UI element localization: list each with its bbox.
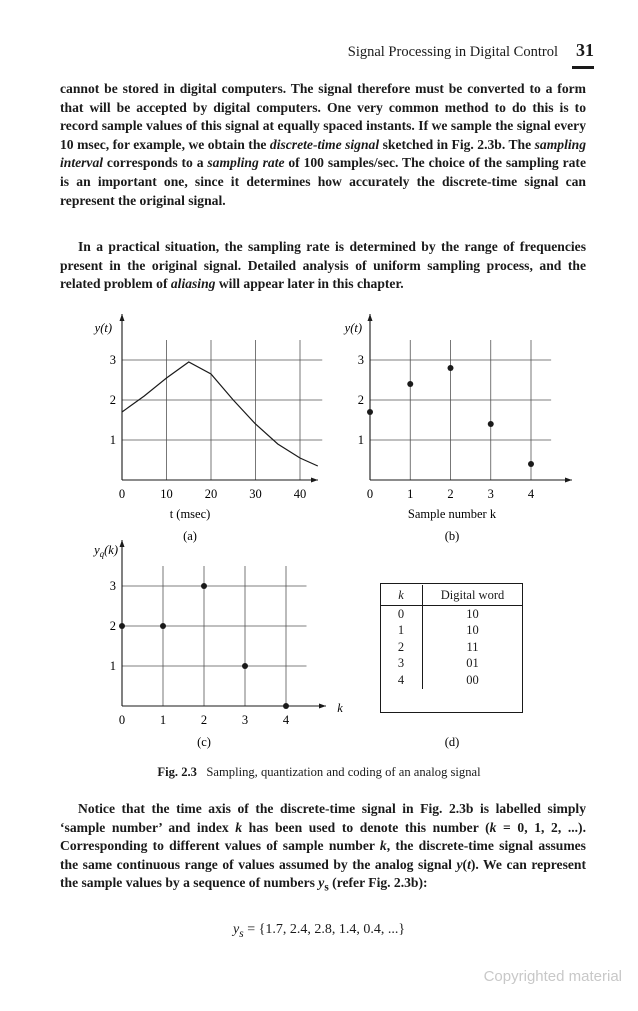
p3-text-e: = 0, 1, 2, ...). Corresponding to different values of sample number xyxy=(60,819,586,854)
quantized-point xyxy=(201,583,207,589)
y-tick-label: 1 xyxy=(357,433,364,447)
sample-point xyxy=(407,381,413,387)
x-tick-label: 3 xyxy=(487,487,494,501)
header-rule xyxy=(572,66,594,69)
panel-tag: (a) xyxy=(183,529,197,543)
y-axis-arrow xyxy=(120,314,125,321)
x-tick-label: 0 xyxy=(118,487,126,501)
quantized-point xyxy=(242,663,248,669)
p3-ys-sub: s xyxy=(324,882,329,895)
paragraph-3 xyxy=(60,800,586,898)
table-row xyxy=(380,606,522,623)
y-axis-arrow xyxy=(120,540,125,547)
y-axis-label: y(t) xyxy=(94,321,112,335)
x-tick-label: 3 xyxy=(241,713,249,727)
running-head: Signal Processing in Digital Control xyxy=(347,44,558,60)
panel-b xyxy=(343,314,572,543)
p3-text-k: ). We can represent the sample values by a sequence of numbers xyxy=(60,856,586,891)
x-tick-label: 2 xyxy=(200,713,208,727)
x-tick-label: 30 xyxy=(249,487,262,501)
p3-k-3: k xyxy=(379,838,387,854)
page-number: 31 xyxy=(576,40,594,60)
cell-word: 00 xyxy=(466,672,479,687)
cell-word: 10 xyxy=(466,606,479,621)
x-tick-label: 1 xyxy=(407,487,414,501)
term-aliasing: aliasing xyxy=(170,276,216,292)
p3-k-2: k xyxy=(489,819,497,835)
p2-text-a: In a practical situation, the sampling rate is determined by the range of frequencies present in the original signal. Detailed analysis of uniform sampling process, and the related problem of xyxy=(60,239,586,292)
x-axis-arrow xyxy=(311,478,318,483)
formula-lhs: $y_s$ xyxy=(232,922,244,940)
y-tick-label: 1 xyxy=(109,659,116,673)
formula-rhs: = {1.7, 2.4, 2.8, 1.4, 0.4, ...} xyxy=(247,922,406,937)
quantized-point xyxy=(283,703,289,709)
cell-word: 01 xyxy=(466,656,479,671)
panel-c xyxy=(92,540,343,749)
cell-k: 3 xyxy=(380,656,423,673)
term-sampling-interval: sampling interval xyxy=(60,136,586,171)
p3-t: t xyxy=(467,856,471,872)
term-sampling-rate: sampling rate xyxy=(207,155,285,171)
quantized-point xyxy=(119,623,125,629)
cell-k: 0 xyxy=(380,606,423,623)
signal-curve xyxy=(122,362,318,466)
cell-word: 10 xyxy=(466,623,479,638)
table-row xyxy=(380,656,522,673)
x-axis-label: k xyxy=(337,701,343,715)
page-header xyxy=(0,40,638,70)
cell-word: 11 xyxy=(466,639,479,654)
p3-y: y xyxy=(456,856,463,872)
p2-text-c: will appear later in this chapter. xyxy=(215,276,404,292)
x-tick-label: 40 xyxy=(293,487,307,501)
y-tick-label: 2 xyxy=(357,393,364,407)
y-axis-arrow xyxy=(368,314,373,321)
table-header-row xyxy=(380,585,522,606)
figure-2-3 xyxy=(0,300,638,760)
x-tick-label: 4 xyxy=(527,487,535,501)
cell-k: 2 xyxy=(380,639,423,656)
p3-text-g: , the discrete-time signal assumes the same continuous range of values assumed by the analog signal xyxy=(60,838,586,872)
x-tick-label: 1 xyxy=(159,713,167,727)
y-tick-label: 3 xyxy=(109,579,116,593)
table-row xyxy=(380,623,522,640)
table-row xyxy=(380,672,522,689)
p3-ys: y xyxy=(318,875,325,891)
x-axis-arrow xyxy=(565,478,572,483)
sample-point xyxy=(488,421,494,427)
panel-d-tag: (d) xyxy=(444,735,460,749)
x-tick-label: 10 xyxy=(160,487,173,501)
term-discrete-time-signal: discrete-time signal xyxy=(269,136,380,152)
sample-point xyxy=(528,461,534,467)
caption-text: Sampling, quantization and coding of an analog signal xyxy=(206,765,481,779)
sample-sequence-formula xyxy=(0,922,638,940)
p1-text-g: of 100 samples/sec. The choice of the sampling rate is an important one, since it determines how accurately the discrete-time signal can represent the original signal. xyxy=(60,155,586,208)
p3-paren-open: ( xyxy=(462,856,468,872)
x-axis-arrow xyxy=(319,704,326,709)
p1-text-c: sketched in Fig. 2.3b. The xyxy=(379,136,535,152)
col-word-header: Digital word xyxy=(423,585,523,606)
cell-k: 4 xyxy=(380,672,423,689)
quantized-point xyxy=(160,623,166,629)
digital-word-table xyxy=(380,585,522,689)
p1-text-e: corresponds to a xyxy=(103,155,208,171)
p3-text-c: has been used to denote this number ( xyxy=(242,819,490,835)
table-row xyxy=(380,639,522,656)
p3-text-n: (refer Fig. 2.3b): xyxy=(328,875,428,891)
figure-caption xyxy=(0,765,638,780)
paragraph-1 xyxy=(60,80,586,210)
x-tick-label: 0 xyxy=(118,713,126,727)
panel-tag: (b) xyxy=(444,529,460,543)
x-axis-label: t (msec) xyxy=(169,507,211,521)
y-tick-label: 3 xyxy=(357,353,364,367)
paragraph-2 xyxy=(60,238,586,294)
y-tick-label: 3 xyxy=(109,353,116,367)
sample-point xyxy=(448,365,454,371)
p3-text-a: Notice that the time axis of the discrete-time signal in Fig. 2.3b is labelled simply ‘sample number’ and index xyxy=(60,801,586,835)
y-tick-label: 2 xyxy=(109,619,116,633)
panel-a xyxy=(93,314,323,543)
x-tick-label: 2 xyxy=(447,487,454,501)
y-axis-label: $y_q(k)$ xyxy=(94,543,118,559)
x-axis-label: Sample number k xyxy=(407,507,497,521)
cell-k: 1 xyxy=(380,623,423,640)
panel-tag: (c) xyxy=(197,735,211,749)
p1-text-a: cannot be stored in digital computers. The signal therefore must be converted to a form that will be accepted by digital computers. One very common method to do this is to record sample values of this signal at equally spaced instants. If we sample the signal every 10 msec, for example, we obtain the xyxy=(60,81,586,152)
x-tick-label: 4 xyxy=(282,713,290,727)
watermark: Copyrighted material xyxy=(483,968,622,985)
x-tick-label: 0 xyxy=(366,487,374,501)
y-tick-label: 1 xyxy=(109,433,116,447)
caption-label: Fig. 2.3 xyxy=(157,765,197,779)
col-k-header: k xyxy=(380,585,423,606)
p3-k-1: k xyxy=(235,819,243,835)
x-tick-label: 20 xyxy=(204,487,218,501)
y-tick-label: 2 xyxy=(109,393,116,407)
sample-point xyxy=(367,409,373,415)
y-axis-label: y(t) xyxy=(344,321,362,335)
